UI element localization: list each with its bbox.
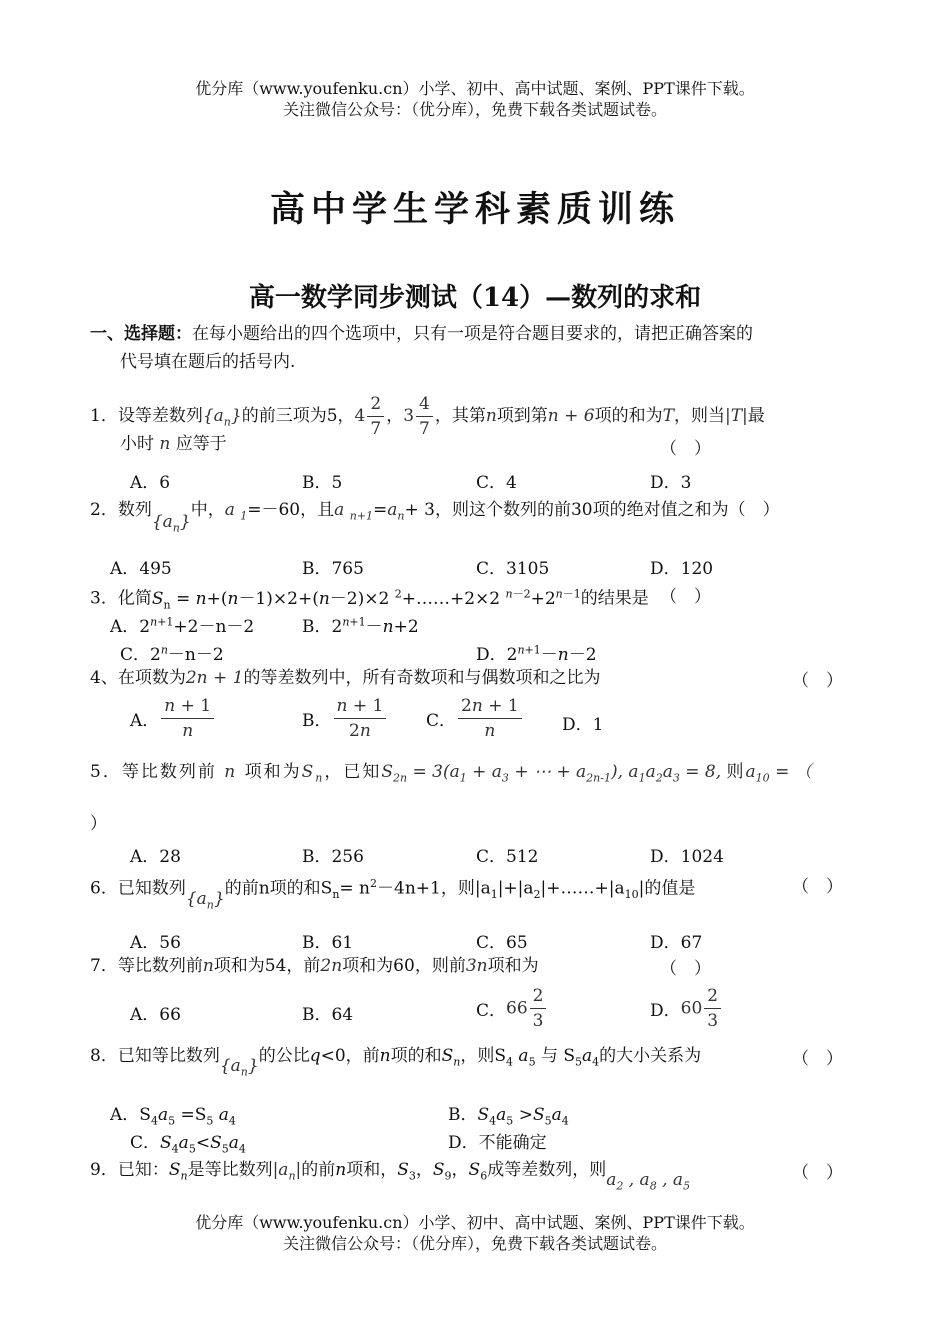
question-1: 1．设等差数列$\{a_n\}$的前三项为5，4 $\frac{2}{7}$ ，3 $\frac{4}{7}$ ，其第n项到第n + 6项的和为T，则当|T|最 bbox=[90, 394, 765, 439]
q1-text-b: 的前三项为5， bbox=[241, 406, 355, 426]
q8-option-b: B．$S_4a_5 >S_5a_4$ bbox=[448, 1105, 569, 1128]
q2-text-e: + 3，则这个数列的前30项的绝对值之和为（ ） bbox=[404, 500, 780, 520]
question-2 bbox=[90, 498, 780, 535]
q7-option-d: D．60 $\frac{2}{3}$ bbox=[650, 984, 723, 1033]
q5-text-b: 项和为 bbox=[244, 762, 302, 782]
q2-seq-an: $\{a_n\}$ bbox=[151, 512, 191, 535]
q6-text-a: 6．已知数列 bbox=[90, 878, 186, 899]
q6-text-b: 的前n项的和S bbox=[224, 878, 333, 899]
q9-text-d: 项和， bbox=[346, 1160, 398, 1180]
q7-text-d: 项和为 bbox=[487, 956, 539, 976]
q6-option-a: A．56 bbox=[130, 933, 181, 953]
q8-text-c: <0，前 bbox=[320, 1046, 380, 1066]
q7-3n: 3n bbox=[465, 956, 488, 976]
question-8: 8．已知等比数列$\{a_n\}$的公比q<0，前n项的和$S_n$，则$S_4$ $a_5$ 与 $S_5a_4$的大小关系为 bbox=[90, 1046, 702, 1079]
q7-option-c: C．66 $\frac{2}{3}$ bbox=[476, 984, 548, 1033]
q5-text-a: 5．等比数列前 bbox=[90, 762, 217, 782]
question-6: 6．已知数列$\{a_n\}$的前n项的和$S_n= n^2-4n+1$，则$|a_1|+|a_2|+\dots\dots+|a_{10}|$的值是 bbox=[90, 877, 696, 912]
q7-option-a: A．66 bbox=[130, 1005, 181, 1025]
section-text-1: 在每小题给出的四个选项中，只有一项是符合题目要求的，请把正确答案的 bbox=[192, 324, 753, 344]
q5-option-d: D．1024 bbox=[650, 847, 724, 867]
q2-option-a: A．495 bbox=[110, 559, 172, 579]
q4-option-c: C． $\frac{2n + 1}{n}$ bbox=[426, 694, 524, 743]
q1-n: n bbox=[485, 406, 497, 426]
q1-text-g: 最 bbox=[747, 406, 765, 426]
q8-answer-paren: （ ） bbox=[792, 1049, 843, 1069]
q2-text-c: =－60，且 bbox=[247, 500, 335, 520]
q1-option-c: C．4 bbox=[476, 473, 517, 493]
q9-terms: $a_2$ , $a_8$ , $a_5$ bbox=[606, 1170, 691, 1193]
q8-option-c: C．$S_4a_5<S_5a_4$ bbox=[130, 1133, 246, 1156]
q2-text-b: 中， bbox=[190, 500, 225, 520]
q8-text-d: 项的和 bbox=[390, 1046, 442, 1066]
q2-option-b: B．765 bbox=[302, 559, 364, 579]
q2-an: $a_n$ bbox=[387, 500, 405, 523]
q2-an1: a $_{n+1}$ bbox=[334, 500, 373, 523]
q3-option-c: C．$2^n-n-2$ bbox=[120, 643, 224, 665]
q7-2n: 2n bbox=[320, 956, 343, 976]
q3-answer-paren: （ ） bbox=[660, 587, 711, 607]
q6-text-g: |的值是 bbox=[638, 878, 696, 899]
q1-text-e: 项的和为 bbox=[594, 406, 663, 426]
q2-option-c: C．3105 bbox=[476, 559, 550, 579]
q5-option-b: B．256 bbox=[302, 847, 364, 867]
q1-n-2: n bbox=[154, 434, 176, 454]
q1-T: T bbox=[662, 406, 674, 426]
q9-seq-an: $|a_n|$ bbox=[272, 1160, 302, 1183]
q9-text-a: 9．已知： bbox=[90, 1160, 169, 1180]
q1-absT: |T| bbox=[724, 406, 748, 426]
q9-answer-paren: （ ） bbox=[792, 1163, 843, 1183]
q6-answer-paren: （ ） bbox=[792, 877, 843, 897]
q7-text-a: 7．等比数列前 bbox=[90, 956, 203, 976]
q9-text-c: 的前 bbox=[301, 1160, 336, 1180]
q6-text-f: |+……+|a bbox=[540, 878, 625, 899]
q5-option-c: C．512 bbox=[476, 847, 539, 867]
q7-n: n bbox=[202, 956, 214, 976]
q4-text-a: 4、在项数为 bbox=[90, 668, 186, 688]
q3-text: 3．化简 bbox=[90, 588, 152, 609]
q1-text-f: ，则当 bbox=[673, 406, 725, 426]
q7-text-c: 项和为60，则前 bbox=[342, 956, 466, 976]
q6-text-e: |+|a bbox=[497, 878, 534, 899]
q6-option-d: D．67 bbox=[650, 933, 703, 953]
q5-Sn: $S_n$ bbox=[301, 762, 325, 785]
header-line-1: 优分库（www.youfenku.cn）小学、初中、高中试题、案例、PPT课件下载。 bbox=[195, 79, 755, 98]
q1-mixed-2: 3 $\frac{4}{7}$ bbox=[403, 406, 435, 426]
q5-option-a: A．28 bbox=[130, 847, 181, 867]
q3-option-a: A．$2^{n+1}+2-n-2$ bbox=[110, 615, 255, 637]
q8-text-a: 8．已知等比数列 bbox=[90, 1046, 220, 1066]
q6-text-d: －4n+1，则|a bbox=[377, 878, 491, 899]
header-line-2: 关注微信公众号：（优分库），免费下载各类试题试卷。 bbox=[282, 100, 667, 119]
q8-seq-an: $\{a_n\}$ bbox=[219, 1056, 259, 1079]
q8-option-d: D．不能确定 bbox=[448, 1133, 547, 1153]
page-title: 高中学生学科素质训练 bbox=[269, 190, 680, 230]
q2-option-d: D．120 bbox=[650, 559, 714, 579]
q5-text-d: 则 bbox=[726, 762, 746, 782]
q5-a10: $a_{10}$ = （ bbox=[745, 762, 812, 785]
q7-option-b: B．64 bbox=[302, 1005, 354, 1025]
q1-option-d: D．3 bbox=[650, 473, 692, 493]
q1-seq-an: $\{a_n\}$ bbox=[202, 406, 242, 429]
q6-text-c: = n bbox=[339, 878, 371, 899]
section-text-2: 代号填在题后的括号内. bbox=[120, 352, 296, 372]
q3-option-b: B．$2^{n+1}-n+2$ bbox=[302, 615, 419, 637]
q1-option-b: B．5 bbox=[302, 473, 343, 493]
q1-answer-paren: （ ） bbox=[660, 439, 711, 459]
q1-line2: 小时 bbox=[120, 434, 154, 454]
section-label: 一、选择题： bbox=[90, 324, 192, 344]
q8-text-b: 的公比 bbox=[258, 1046, 310, 1066]
q5-line-2: ） bbox=[90, 814, 107, 834]
q4-2n1: 2n + 1 bbox=[185, 668, 244, 688]
q4-answer-paren: （ ） bbox=[792, 671, 843, 691]
q8-option-a: A．$S_4a_5 =S_5$ $a_4$ bbox=[110, 1105, 236, 1128]
q7-answer-paren: （ ） bbox=[660, 959, 711, 979]
question-5 bbox=[90, 760, 812, 790]
q2-text-d: = bbox=[373, 500, 388, 520]
q8-text-g: 的大小关系为 bbox=[599, 1046, 702, 1066]
q6-option-c: C．65 bbox=[476, 933, 528, 953]
q9-text-e: 成等差数列，则 bbox=[487, 1160, 607, 1180]
q1-option-a: A．6 bbox=[130, 473, 171, 493]
footer-line-1: 优分库（www.youfenku.cn）小学、初中、高中试题、案例、PPT课件下载。 bbox=[195, 1213, 755, 1232]
q4-option-d: D．1 bbox=[562, 715, 604, 735]
question-4 bbox=[90, 666, 600, 690]
q3-option-d: D．$2^{n+1}-n-2$ bbox=[476, 643, 597, 665]
q1-text-a: 1．设等差数列 bbox=[90, 406, 203, 426]
q4-text-b: 的等差数列中，所有奇数项和与偶数项和之比为 bbox=[243, 668, 601, 688]
q5-n: n bbox=[216, 762, 245, 782]
question-9: 9．已知：$S_n$是等比数列$|a_n|$的前n项和，$S_3$，$S_9$，$S_6$成等差数列，则$a_2$ , $a_8$ , $a_5$ bbox=[90, 1160, 691, 1193]
q1-mixed-1: 4 $\frac{2}{7}$ bbox=[355, 406, 387, 426]
q6-option-b: B．61 bbox=[302, 933, 354, 953]
q1-n6: n + 6 bbox=[547, 406, 595, 426]
q5-formula: $S_{2n} = 3(a_1 + a_3$ + ⋯ + $a_{2n-1}$), $a_1a_2a_3 = 8$, bbox=[381, 762, 727, 785]
page-subtitle: 高一数学同步测试（14）—数列的求和 bbox=[248, 283, 702, 313]
q4-option-a: A． $\frac{n + 1}{n}$ bbox=[130, 694, 216, 743]
q4-option-b: B． $\frac{n + 1}{2n}$ bbox=[302, 694, 388, 743]
section-heading bbox=[90, 322, 753, 346]
q2-a1: a $_1$ bbox=[224, 500, 248, 523]
q3-formula: $S_n = n+(n-1)\times 2+(n-2)\times 2$ $^2$+……+2×2 $^{n-2}+2^{n-1}$ bbox=[151, 587, 581, 612]
footer-line-2: 关注微信公众号：（优分库），免费下载各类试题试卷。 bbox=[282, 1234, 667, 1253]
q2-text-a: 2．数列 bbox=[90, 500, 152, 520]
question-1-line-2 bbox=[120, 432, 227, 456]
q1-text-d: 项到第 bbox=[496, 406, 548, 426]
q1-line2b: 应等于 bbox=[175, 434, 227, 454]
q5-text-c: ，已知 bbox=[324, 762, 382, 782]
q7-text-b: 项和为54，前 bbox=[213, 956, 321, 976]
q8-text-f: 与 bbox=[540, 1046, 558, 1066]
q6-seq-an: $\{a_n\}$ bbox=[185, 888, 225, 912]
q1-text-c: ，其第 bbox=[434, 406, 486, 426]
q9-text-b: 是等比数列 bbox=[187, 1160, 273, 1180]
q8-text-e: ，则 bbox=[460, 1046, 495, 1066]
question-7 bbox=[90, 954, 539, 978]
q3-tail: 的结果是 bbox=[580, 588, 649, 609]
